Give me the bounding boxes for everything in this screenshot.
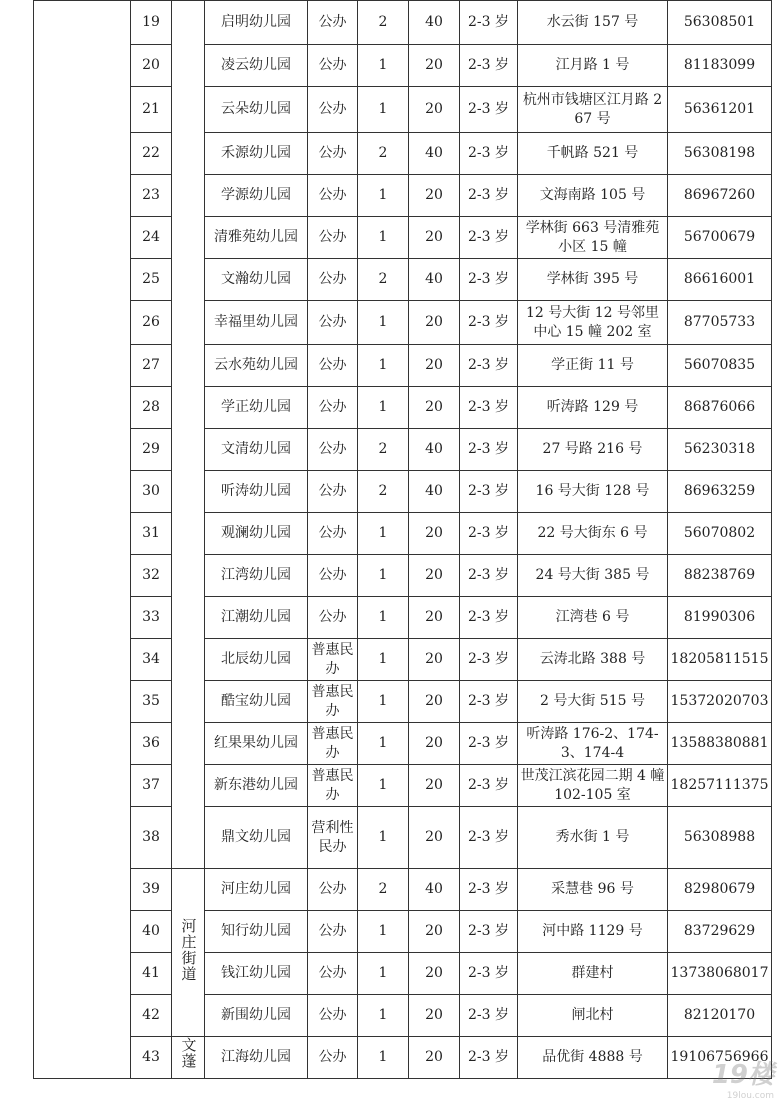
age-range: 2-3 岁 bbox=[460, 723, 518, 765]
age-range: 2-3 岁 bbox=[460, 387, 518, 429]
seat-count: 20 bbox=[409, 217, 460, 259]
phone: 56308198 bbox=[668, 133, 772, 175]
ownership-type: 公办 bbox=[308, 1, 358, 45]
kindergarten-name: 启明幼儿园 bbox=[205, 1, 308, 45]
phone: 86967260 bbox=[668, 175, 772, 217]
ownership-type: 营利性民办 bbox=[308, 807, 358, 869]
address: 品优街 4888 号 bbox=[518, 1037, 668, 1079]
age-range: 2-3 岁 bbox=[460, 429, 518, 471]
phone: 88238769 bbox=[668, 555, 772, 597]
age-range: 2-3 岁 bbox=[460, 807, 518, 869]
class-count: 1 bbox=[358, 681, 409, 723]
class-count: 1 bbox=[358, 953, 409, 995]
phone: 83729629 bbox=[668, 911, 772, 953]
seat-count: 20 bbox=[409, 555, 460, 597]
phone: 56308501 bbox=[668, 1, 772, 45]
subdistrict-hezhuang: 河庄街道 bbox=[172, 869, 205, 1037]
seat-count: 20 bbox=[409, 175, 460, 217]
phone: 13588380881 bbox=[668, 723, 772, 765]
class-count: 1 bbox=[358, 555, 409, 597]
ownership-type: 公办 bbox=[308, 869, 358, 911]
class-count: 1 bbox=[358, 597, 409, 639]
ownership-type: 普惠民办 bbox=[308, 681, 358, 723]
class-count: 1 bbox=[358, 513, 409, 555]
phone: 56230318 bbox=[668, 429, 772, 471]
class-count: 1 bbox=[358, 765, 409, 807]
age-range: 2-3 岁 bbox=[460, 45, 518, 87]
table-row bbox=[34, 953, 772, 995]
address: 12 号大街 12 号邻里中心 15 幢 202 室 bbox=[518, 301, 668, 345]
class-count: 2 bbox=[358, 429, 409, 471]
seat-count: 40 bbox=[409, 259, 460, 301]
ownership-type: 公办 bbox=[308, 429, 358, 471]
address: 采慧巷 96 号 bbox=[518, 869, 668, 911]
subdistrict-wenpeng: 文蓬 bbox=[172, 1037, 205, 1079]
phone: 13738068017 bbox=[668, 953, 772, 995]
address: 江湾巷 6 号 bbox=[518, 597, 668, 639]
kindergarten-name: 江海幼儿园 bbox=[205, 1037, 308, 1079]
kindergarten-name: 北辰幼儿园 bbox=[205, 639, 308, 681]
row-number: 23 bbox=[131, 175, 172, 217]
phone: 86963259 bbox=[668, 471, 772, 513]
class-count: 1 bbox=[358, 345, 409, 387]
age-range: 2-3 岁 bbox=[460, 681, 518, 723]
address: 24 号大街 385 号 bbox=[518, 555, 668, 597]
table-row bbox=[34, 681, 772, 723]
site-watermark: 19楼 19lou.com bbox=[711, 1060, 774, 1101]
class-count: 1 bbox=[358, 639, 409, 681]
class-count: 1 bbox=[358, 87, 409, 133]
kindergarten-name: 凌云幼儿园 bbox=[205, 45, 308, 87]
address: 16 号大街 128 号 bbox=[518, 471, 668, 513]
phone: 56361201 bbox=[668, 87, 772, 133]
address: 杭州市钱塘区江月路 267 号 bbox=[518, 87, 668, 133]
kindergarten-name: 清雅苑幼儿园 bbox=[205, 217, 308, 259]
row-number: 38 bbox=[131, 807, 172, 869]
class-count: 2 bbox=[358, 133, 409, 175]
seat-count: 40 bbox=[409, 133, 460, 175]
row-number: 42 bbox=[131, 995, 172, 1037]
seat-count: 20 bbox=[409, 45, 460, 87]
row-number: 40 bbox=[131, 911, 172, 953]
address: 学林街 663 号清雅苑小区 15 幢 bbox=[518, 217, 668, 259]
kindergarten-name: 听涛幼儿园 bbox=[205, 471, 308, 513]
row-number: 26 bbox=[131, 301, 172, 345]
class-count: 2 bbox=[358, 471, 409, 513]
row-number: 24 bbox=[131, 217, 172, 259]
phone: 87705733 bbox=[668, 301, 772, 345]
ownership-type: 公办 bbox=[308, 995, 358, 1037]
ownership-type: 公办 bbox=[308, 301, 358, 345]
kindergarten-name: 江潮幼儿园 bbox=[205, 597, 308, 639]
phone: 82120170 bbox=[668, 995, 772, 1037]
class-count: 2 bbox=[358, 259, 409, 301]
subdistrict-cell bbox=[172, 1, 205, 869]
row-number: 39 bbox=[131, 869, 172, 911]
kindergarten-name: 知行幼儿园 bbox=[205, 911, 308, 953]
kindergarten-name: 钱江幼儿园 bbox=[205, 953, 308, 995]
class-count: 1 bbox=[358, 301, 409, 345]
ownership-type: 普惠民办 bbox=[308, 765, 358, 807]
age-range: 2-3 岁 bbox=[460, 911, 518, 953]
row-number: 31 bbox=[131, 513, 172, 555]
kindergarten-name: 红果果幼儿园 bbox=[205, 723, 308, 765]
table-row bbox=[34, 471, 772, 513]
row-number: 25 bbox=[131, 259, 172, 301]
table-row bbox=[34, 1, 772, 45]
address: 听涛路 176-2、174-3、174-4 bbox=[518, 723, 668, 765]
class-count: 1 bbox=[358, 995, 409, 1037]
ownership-type: 公办 bbox=[308, 387, 358, 429]
ownership-type: 公办 bbox=[308, 911, 358, 953]
seat-count: 40 bbox=[409, 429, 460, 471]
phone: 86616001 bbox=[668, 259, 772, 301]
kindergarten-name: 鼎文幼儿园 bbox=[205, 807, 308, 869]
seat-count: 20 bbox=[409, 639, 460, 681]
row-number: 20 bbox=[131, 45, 172, 87]
age-range: 2-3 岁 bbox=[460, 765, 518, 807]
address: 水云街 157 号 bbox=[518, 1, 668, 45]
seat-count: 20 bbox=[409, 387, 460, 429]
phone: 86876066 bbox=[668, 387, 772, 429]
table-row bbox=[34, 869, 772, 911]
age-range: 2-3 岁 bbox=[460, 555, 518, 597]
table-row bbox=[34, 45, 772, 87]
phone: 18257111375 bbox=[668, 765, 772, 807]
ownership-type: 公办 bbox=[308, 259, 358, 301]
kindergarten-name: 云朵幼儿园 bbox=[205, 87, 308, 133]
ownership-type: 公办 bbox=[308, 217, 358, 259]
address: 江月路 1 号 bbox=[518, 45, 668, 87]
age-range: 2-3 岁 bbox=[460, 995, 518, 1037]
class-count: 1 bbox=[358, 217, 409, 259]
seat-count: 20 bbox=[409, 513, 460, 555]
row-number: 28 bbox=[131, 387, 172, 429]
address: 27 号路 216 号 bbox=[518, 429, 668, 471]
address: 学正街 11 号 bbox=[518, 345, 668, 387]
ownership-type: 公办 bbox=[308, 555, 358, 597]
ownership-type: 公办 bbox=[308, 45, 358, 87]
seat-count: 40 bbox=[409, 471, 460, 513]
class-count: 1 bbox=[358, 1037, 409, 1079]
class-count: 2 bbox=[358, 869, 409, 911]
table-row bbox=[34, 217, 772, 259]
ownership-type: 普惠民办 bbox=[308, 639, 358, 681]
row-number: 33 bbox=[131, 597, 172, 639]
row-number: 21 bbox=[131, 87, 172, 133]
ownership-type: 公办 bbox=[308, 1037, 358, 1079]
class-count: 1 bbox=[358, 723, 409, 765]
table-row bbox=[34, 87, 772, 133]
phone: 81990306 bbox=[668, 597, 772, 639]
kindergarten-name: 酷宝幼儿园 bbox=[205, 681, 308, 723]
age-range: 2-3 岁 bbox=[460, 639, 518, 681]
age-range: 2-3 岁 bbox=[460, 175, 518, 217]
seat-count: 20 bbox=[409, 723, 460, 765]
phone: 19106756966 bbox=[668, 1037, 772, 1079]
age-range: 2-3 岁 bbox=[460, 133, 518, 175]
kindergarten-name: 学源幼儿园 bbox=[205, 175, 308, 217]
table-row bbox=[34, 301, 772, 345]
seat-count: 20 bbox=[409, 301, 460, 345]
kindergarten-name: 新围幼儿园 bbox=[205, 995, 308, 1037]
kindergarten-name: 河庄幼儿园 bbox=[205, 869, 308, 911]
ownership-type: 公办 bbox=[308, 513, 358, 555]
kindergarten-name: 文清幼儿园 bbox=[205, 429, 308, 471]
row-number: 32 bbox=[131, 555, 172, 597]
ownership-type: 公办 bbox=[308, 345, 358, 387]
ownership-type: 普惠民办 bbox=[308, 723, 358, 765]
table-row bbox=[34, 807, 772, 869]
age-range: 2-3 岁 bbox=[460, 345, 518, 387]
seat-count: 20 bbox=[409, 1037, 460, 1079]
seat-count: 20 bbox=[409, 681, 460, 723]
phone: 56700679 bbox=[668, 217, 772, 259]
table-row bbox=[34, 259, 772, 301]
phone: 56070835 bbox=[668, 345, 772, 387]
address: 千帆路 521 号 bbox=[518, 133, 668, 175]
address: 世茂江滨花园二期 4 幢 102-105 室 bbox=[518, 765, 668, 807]
address: 闸北村 bbox=[518, 995, 668, 1037]
age-range: 2-3 岁 bbox=[460, 471, 518, 513]
table-row bbox=[34, 1037, 772, 1079]
kindergarten-name: 禾源幼儿园 bbox=[205, 133, 308, 175]
seat-count: 20 bbox=[409, 87, 460, 133]
phone: 81183099 bbox=[668, 45, 772, 87]
phone: 18205811515 bbox=[668, 639, 772, 681]
ownership-type: 公办 bbox=[308, 953, 358, 995]
table-row bbox=[34, 555, 772, 597]
row-number: 43 bbox=[131, 1037, 172, 1079]
age-range: 2-3 岁 bbox=[460, 1, 518, 45]
row-number: 35 bbox=[131, 681, 172, 723]
address: 文海南路 105 号 bbox=[518, 175, 668, 217]
table-row bbox=[34, 597, 772, 639]
district-cell bbox=[34, 1, 131, 1079]
row-number: 30 bbox=[131, 471, 172, 513]
phone: 82980679 bbox=[668, 869, 772, 911]
kindergarten-name: 文瀚幼儿园 bbox=[205, 259, 308, 301]
seat-count: 40 bbox=[409, 1, 460, 45]
age-range: 2-3 岁 bbox=[460, 869, 518, 911]
ownership-type: 公办 bbox=[308, 87, 358, 133]
table-row bbox=[34, 387, 772, 429]
age-range: 2-3 岁 bbox=[460, 953, 518, 995]
row-number: 22 bbox=[131, 133, 172, 175]
row-number: 37 bbox=[131, 765, 172, 807]
row-number: 29 bbox=[131, 429, 172, 471]
age-range: 2-3 岁 bbox=[460, 87, 518, 133]
age-range: 2-3 岁 bbox=[460, 217, 518, 259]
table-row bbox=[34, 911, 772, 953]
table-row bbox=[34, 175, 772, 217]
kindergarten-table bbox=[33, 0, 772, 1079]
class-count: 1 bbox=[358, 807, 409, 869]
kindergarten-name: 江湾幼儿园 bbox=[205, 555, 308, 597]
kindergarten-name: 观澜幼儿园 bbox=[205, 513, 308, 555]
class-count: 1 bbox=[358, 911, 409, 953]
address: 2 号大街 515 号 bbox=[518, 681, 668, 723]
address: 云涛北路 388 号 bbox=[518, 639, 668, 681]
row-number: 19 bbox=[131, 1, 172, 45]
row-number: 41 bbox=[131, 953, 172, 995]
phone: 56308988 bbox=[668, 807, 772, 869]
kindergarten-name: 云水苑幼儿园 bbox=[205, 345, 308, 387]
address: 听涛路 129 号 bbox=[518, 387, 668, 429]
ownership-type: 公办 bbox=[308, 597, 358, 639]
table-row bbox=[34, 513, 772, 555]
age-range: 2-3 岁 bbox=[460, 301, 518, 345]
class-count: 1 bbox=[358, 387, 409, 429]
kindergarten-name: 学正幼儿园 bbox=[205, 387, 308, 429]
seat-count: 20 bbox=[409, 597, 460, 639]
table-row bbox=[34, 723, 772, 765]
class-count: 2 bbox=[358, 1, 409, 45]
class-count: 1 bbox=[358, 45, 409, 87]
class-count: 1 bbox=[358, 175, 409, 217]
kindergarten-name: 新东港幼儿园 bbox=[205, 765, 308, 807]
phone: 56070802 bbox=[668, 513, 772, 555]
seat-count: 20 bbox=[409, 765, 460, 807]
age-range: 2-3 岁 bbox=[460, 597, 518, 639]
seat-count: 20 bbox=[409, 345, 460, 387]
address: 河中路 1129 号 bbox=[518, 911, 668, 953]
table-row bbox=[34, 133, 772, 175]
ownership-type: 公办 bbox=[308, 175, 358, 217]
table-row bbox=[34, 765, 772, 807]
table-row bbox=[34, 639, 772, 681]
address: 学林街 395 号 bbox=[518, 259, 668, 301]
age-range: 2-3 岁 bbox=[460, 259, 518, 301]
seat-count: 20 bbox=[409, 953, 460, 995]
row-number: 27 bbox=[131, 345, 172, 387]
age-range: 2-3 岁 bbox=[460, 1037, 518, 1079]
address: 22 号大街东 6 号 bbox=[518, 513, 668, 555]
address: 秀水街 1 号 bbox=[518, 807, 668, 869]
row-number: 34 bbox=[131, 639, 172, 681]
ownership-type: 公办 bbox=[308, 133, 358, 175]
table-row bbox=[34, 429, 772, 471]
age-range: 2-3 岁 bbox=[460, 513, 518, 555]
seat-count: 40 bbox=[409, 869, 460, 911]
kindergarten-name: 幸福里幼儿园 bbox=[205, 301, 308, 345]
seat-count: 20 bbox=[409, 807, 460, 869]
table-row bbox=[34, 345, 772, 387]
address: 群建村 bbox=[518, 953, 668, 995]
row-number: 36 bbox=[131, 723, 172, 765]
phone: 15372020703 bbox=[668, 681, 772, 723]
seat-count: 20 bbox=[409, 911, 460, 953]
ownership-type: 公办 bbox=[308, 471, 358, 513]
seat-count: 20 bbox=[409, 995, 460, 1037]
table-row bbox=[34, 995, 772, 1037]
